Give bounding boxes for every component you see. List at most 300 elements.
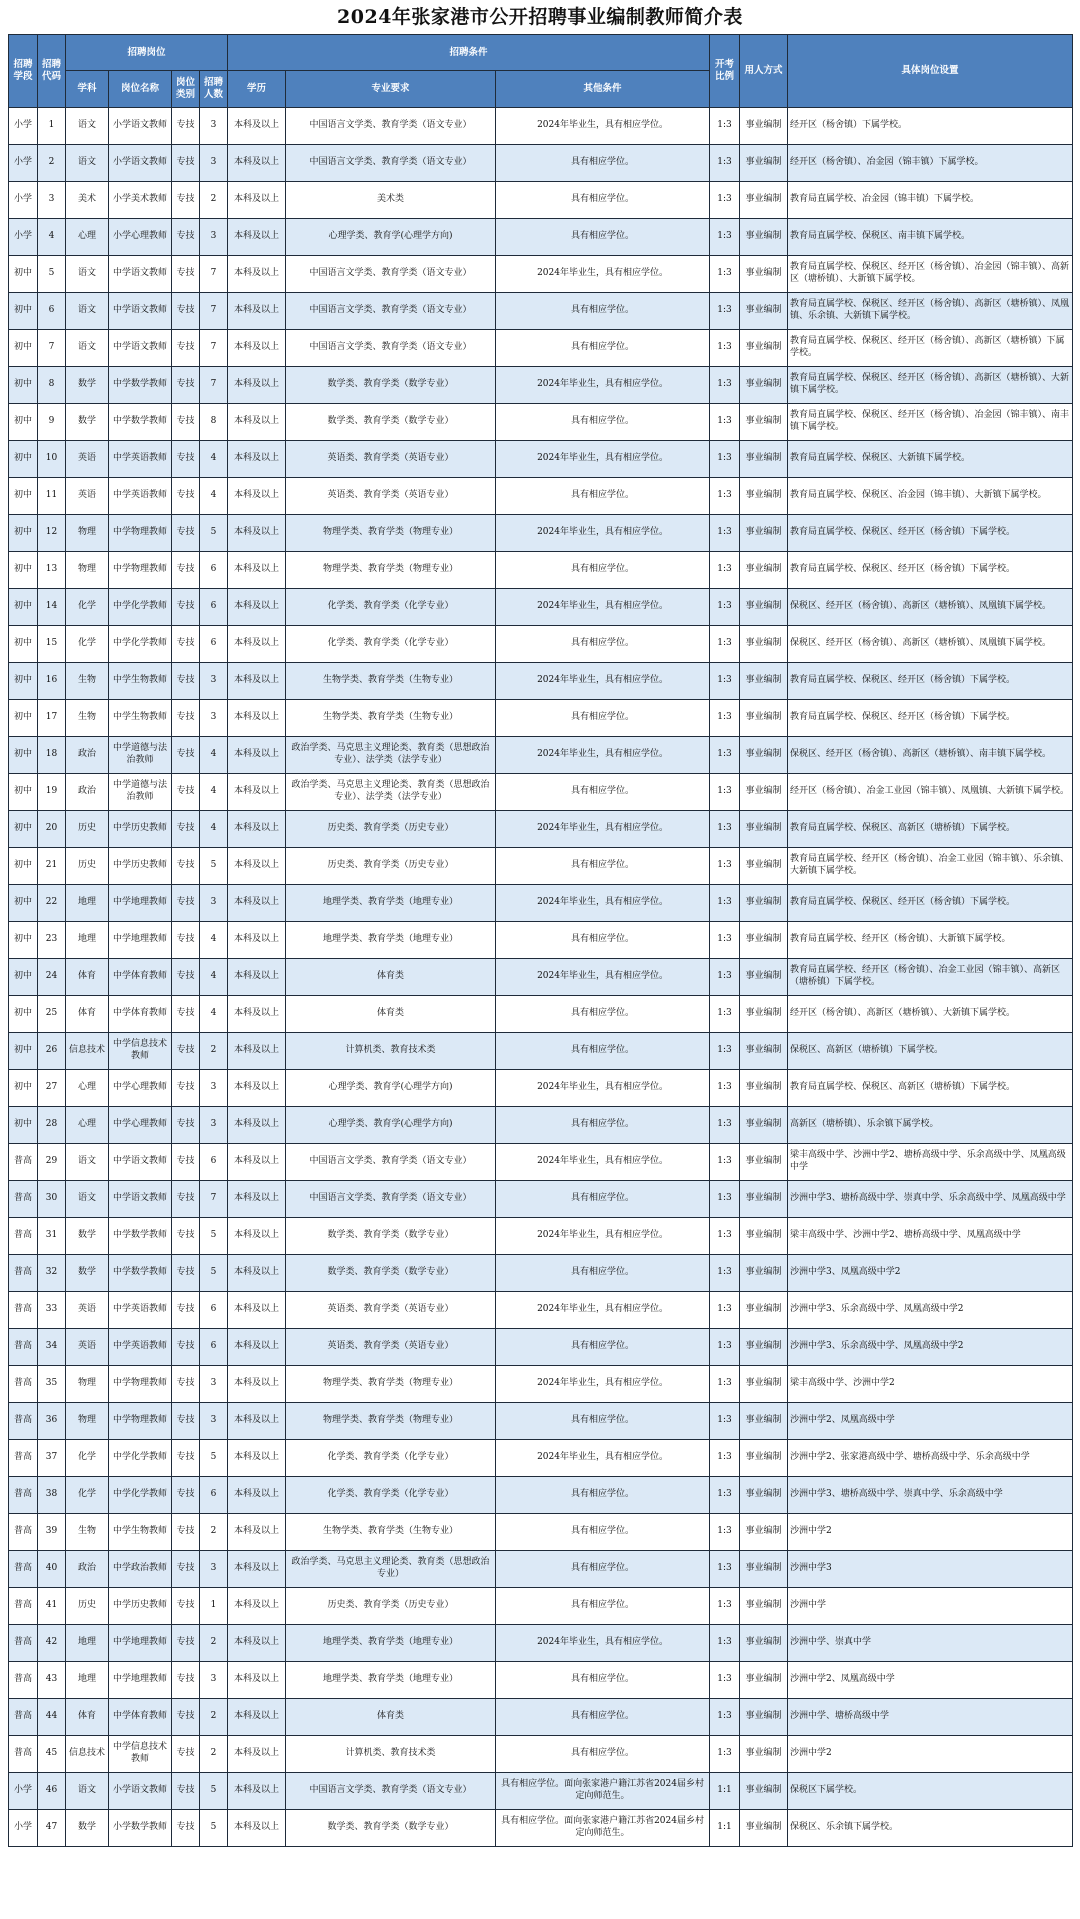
cell-post-name: 小学数学教师 bbox=[109, 1810, 172, 1847]
cell-education: 本科及以上 bbox=[228, 1255, 286, 1292]
cell-count: 7 bbox=[200, 256, 228, 293]
cell-count: 4 bbox=[200, 737, 228, 774]
cell-education: 本科及以上 bbox=[228, 1033, 286, 1070]
cell-post-name: 中学地理教师 bbox=[109, 885, 172, 922]
table-row bbox=[9, 1810, 1073, 1847]
cell-positions: 教育局直属学校、经开区（杨舍镇）、冶金工业园（锦丰镇）、乐余镇、大新镇下属学校。 bbox=[788, 848, 1073, 885]
cell-count: 3 bbox=[200, 145, 228, 182]
cell-major: 物理学类、教育学类（物理专业） bbox=[286, 552, 496, 589]
cell-stage: 初中 bbox=[9, 811, 38, 848]
table-row bbox=[9, 737, 1073, 774]
cell-education: 本科及以上 bbox=[228, 811, 286, 848]
cell-employment: 事业编制 bbox=[740, 552, 788, 589]
header-ratio: 开考比例 bbox=[710, 35, 740, 108]
cell-other: 2024年毕业生，具有相应学位。 bbox=[496, 108, 710, 145]
cell-subject: 心理 bbox=[66, 1107, 109, 1144]
table-row bbox=[9, 626, 1073, 663]
cell-education: 本科及以上 bbox=[228, 1662, 286, 1699]
cell-major: 化学类、教育学类（化学专业） bbox=[286, 1477, 496, 1514]
cell-stage: 普高 bbox=[9, 1588, 38, 1625]
cell-education: 本科及以上 bbox=[228, 404, 286, 441]
cell-positions: 沙洲中学2、凤凰高级中学 bbox=[788, 1403, 1073, 1440]
cell-positions: 沙洲中学2、张家港高级中学、塘桥高级中学、乐余高级中学 bbox=[788, 1440, 1073, 1477]
cell-employment: 事业编制 bbox=[740, 293, 788, 330]
cell-employment: 事业编制 bbox=[740, 996, 788, 1033]
table-row bbox=[9, 1625, 1073, 1662]
cell-education: 本科及以上 bbox=[228, 330, 286, 367]
cell-subject: 美术 bbox=[66, 182, 109, 219]
cell-ratio: 1:3 bbox=[710, 663, 740, 700]
cell-subject: 体育 bbox=[66, 959, 109, 996]
cell-post-name: 中学地理教师 bbox=[109, 1625, 172, 1662]
cell-employment: 事业编制 bbox=[740, 1662, 788, 1699]
cell-code: 23 bbox=[38, 922, 66, 959]
header-post-group: 招聘岗位 bbox=[66, 35, 228, 71]
cell-major: 体育类 bbox=[286, 996, 496, 1033]
cell-positions: 经开区（杨舍镇）、高新区（塘桥镇）、大新镇下属学校。 bbox=[788, 996, 1073, 1033]
cell-count: 3 bbox=[200, 700, 228, 737]
cell-ratio: 1:3 bbox=[710, 1440, 740, 1477]
cell-ratio: 1:3 bbox=[710, 1662, 740, 1699]
cell-ratio: 1:3 bbox=[710, 700, 740, 737]
cell-education: 本科及以上 bbox=[228, 1107, 286, 1144]
cell-employment: 事业编制 bbox=[740, 1440, 788, 1477]
cell-subject: 英语 bbox=[66, 478, 109, 515]
cell-positions: 沙洲中学、塘桥高级中学 bbox=[788, 1699, 1073, 1736]
cell-other: 具有相应学位。 bbox=[496, 1329, 710, 1366]
cell-subject: 数学 bbox=[66, 404, 109, 441]
cell-post-name: 中学数学教师 bbox=[109, 404, 172, 441]
cell-stage: 普高 bbox=[9, 1403, 38, 1440]
cell-stage: 初中 bbox=[9, 737, 38, 774]
cell-post-name: 小学语文教师 bbox=[109, 108, 172, 145]
cell-education: 本科及以上 bbox=[228, 959, 286, 996]
cell-positions: 沙洲中学3 bbox=[788, 1551, 1073, 1588]
cell-post-name: 中学化学教师 bbox=[109, 626, 172, 663]
table-row bbox=[9, 1292, 1073, 1329]
cell-other: 具有相应学位。 bbox=[496, 848, 710, 885]
cell-code: 42 bbox=[38, 1625, 66, 1662]
cell-education: 本科及以上 bbox=[228, 1218, 286, 1255]
cell-education: 本科及以上 bbox=[228, 1144, 286, 1181]
cell-post-type: 专技 bbox=[172, 922, 200, 959]
cell-other: 2024年毕业生，具有相应学位。 bbox=[496, 589, 710, 626]
cell-post-name: 中学历史教师 bbox=[109, 811, 172, 848]
cell-count: 7 bbox=[200, 1181, 228, 1218]
cell-count: 6 bbox=[200, 1292, 228, 1329]
cell-education: 本科及以上 bbox=[228, 1181, 286, 1218]
cell-post-name: 小学心理教师 bbox=[109, 219, 172, 256]
cell-post-type: 专技 bbox=[172, 1514, 200, 1551]
cell-other: 具有相应学位。 bbox=[496, 293, 710, 330]
cell-other: 2024年毕业生，具有相应学位。 bbox=[496, 959, 710, 996]
table-row bbox=[9, 1477, 1073, 1514]
cell-post-name: 中学数学教师 bbox=[109, 1255, 172, 1292]
cell-employment: 事业编制 bbox=[740, 774, 788, 811]
cell-post-name: 中学语文教师 bbox=[109, 1181, 172, 1218]
cell-positions: 梁丰高级中学、沙洲中学2、塘桥高级中学、乐余高级中学、凤凰高级中学 bbox=[788, 1144, 1073, 1181]
cell-post-name: 中学物理教师 bbox=[109, 1403, 172, 1440]
cell-post-name: 中学数学教师 bbox=[109, 367, 172, 404]
cell-count: 1 bbox=[200, 1588, 228, 1625]
cell-major: 数学类、教育学类（数学专业） bbox=[286, 1218, 496, 1255]
cell-code: 37 bbox=[38, 1440, 66, 1477]
cell-major: 数学类、教育学类（数学专业） bbox=[286, 404, 496, 441]
cell-ratio: 1:3 bbox=[710, 1292, 740, 1329]
cell-other: 具有相应学位。 bbox=[496, 700, 710, 737]
cell-count: 3 bbox=[200, 1107, 228, 1144]
cell-code: 22 bbox=[38, 885, 66, 922]
cell-code: 30 bbox=[38, 1181, 66, 1218]
cell-ratio: 1:3 bbox=[710, 1588, 740, 1625]
cell-major: 计算机类、教育技术类 bbox=[286, 1736, 496, 1773]
cell-post-type: 专技 bbox=[172, 811, 200, 848]
cell-other: 2024年毕业生，具有相应学位。 bbox=[496, 737, 710, 774]
cell-post-name: 中学生物教师 bbox=[109, 1514, 172, 1551]
cell-subject: 化学 bbox=[66, 626, 109, 663]
cell-other: 具有相应学位。 bbox=[496, 478, 710, 515]
table-row bbox=[9, 1107, 1073, 1144]
cell-subject: 语文 bbox=[66, 293, 109, 330]
cell-employment: 事业编制 bbox=[740, 811, 788, 848]
cell-code: 31 bbox=[38, 1218, 66, 1255]
cell-count: 4 bbox=[200, 996, 228, 1033]
cell-count: 2 bbox=[200, 1736, 228, 1773]
cell-major: 美术类 bbox=[286, 182, 496, 219]
cell-major: 中国语言文学类、教育学类（语文专业） bbox=[286, 293, 496, 330]
cell-other: 2024年毕业生，具有相应学位。 bbox=[496, 1440, 710, 1477]
table-row bbox=[9, 219, 1073, 256]
cell-post-type: 专技 bbox=[172, 1588, 200, 1625]
cell-ratio: 1:3 bbox=[710, 1033, 740, 1070]
cell-post-name: 中学地理教师 bbox=[109, 1662, 172, 1699]
cell-code: 45 bbox=[38, 1736, 66, 1773]
cell-stage: 小学 bbox=[9, 108, 38, 145]
cell-code: 11 bbox=[38, 478, 66, 515]
cell-other: 2024年毕业生，具有相应学位。 bbox=[496, 663, 710, 700]
cell-post-name: 中学生物教师 bbox=[109, 663, 172, 700]
cell-post-name: 中学政治教师 bbox=[109, 1551, 172, 1588]
cell-post-name: 中学化学教师 bbox=[109, 589, 172, 626]
cell-count: 3 bbox=[200, 1403, 228, 1440]
cell-positions: 教育局直属学校、保税区、经开区（杨舍镇）下属学校。 bbox=[788, 885, 1073, 922]
cell-positions: 教育局直属学校、冶金园（锦丰镇）下属学校。 bbox=[788, 182, 1073, 219]
cell-employment: 事业编制 bbox=[740, 219, 788, 256]
cell-education: 本科及以上 bbox=[228, 515, 286, 552]
cell-major: 中国语言文学类、教育学类（语文专业） bbox=[286, 1144, 496, 1181]
cell-education: 本科及以上 bbox=[228, 367, 286, 404]
cell-post-name: 中学信息技术教师 bbox=[109, 1033, 172, 1070]
cell-post-type: 专技 bbox=[172, 1736, 200, 1773]
cell-employment: 事业编制 bbox=[740, 922, 788, 959]
cell-post-name: 小学语文教师 bbox=[109, 1773, 172, 1810]
cell-code: 35 bbox=[38, 1366, 66, 1403]
table-row bbox=[9, 108, 1073, 145]
cell-employment: 事业编制 bbox=[740, 589, 788, 626]
cell-ratio: 1:3 bbox=[710, 774, 740, 811]
cell-positions: 保税区、经开区（杨舍镇）、高新区（塘桥镇）、凤凰镇下属学校。 bbox=[788, 589, 1073, 626]
header-count: 招聘人数 bbox=[200, 71, 228, 108]
cell-ratio: 1:3 bbox=[710, 811, 740, 848]
cell-major: 政治学类、马克思主义理论类、教育类（思想政治专业） bbox=[286, 1551, 496, 1588]
cell-post-name: 中学心理教师 bbox=[109, 1070, 172, 1107]
cell-education: 本科及以上 bbox=[228, 774, 286, 811]
cell-code: 21 bbox=[38, 848, 66, 885]
cell-positions: 保税区、高新区（塘桥镇）下属学校。 bbox=[788, 1033, 1073, 1070]
cell-positions: 教育局直属学校、保税区、大新镇下属学校。 bbox=[788, 441, 1073, 478]
cell-count: 2 bbox=[200, 1033, 228, 1070]
header-post-name: 岗位名称 bbox=[109, 71, 172, 108]
cell-stage: 普高 bbox=[9, 1699, 38, 1736]
cell-employment: 事业编制 bbox=[740, 1736, 788, 1773]
cell-positions: 教育局直属学校、保税区、高新区（塘桥镇）下属学校。 bbox=[788, 811, 1073, 848]
cell-post-type: 专技 bbox=[172, 404, 200, 441]
cell-post-type: 专技 bbox=[172, 589, 200, 626]
cell-count: 6 bbox=[200, 552, 228, 589]
cell-post-name: 小学美术教师 bbox=[109, 182, 172, 219]
cell-education: 本科及以上 bbox=[228, 1514, 286, 1551]
cell-education: 本科及以上 bbox=[228, 589, 286, 626]
cell-ratio: 1:3 bbox=[710, 1625, 740, 1662]
table-row bbox=[9, 1588, 1073, 1625]
cell-positions: 教育局直属学校、保税区、南丰镇下属学校。 bbox=[788, 219, 1073, 256]
cell-other: 具有相应学位。 bbox=[496, 1588, 710, 1625]
cell-count: 5 bbox=[200, 1773, 228, 1810]
cell-code: 16 bbox=[38, 663, 66, 700]
cell-post-type: 专技 bbox=[172, 1292, 200, 1329]
cell-education: 本科及以上 bbox=[228, 108, 286, 145]
header-subject: 学科 bbox=[66, 71, 109, 108]
cell-ratio: 1:3 bbox=[710, 367, 740, 404]
table-row bbox=[9, 774, 1073, 811]
cell-major: 英语类、教育学类（英语专业） bbox=[286, 1292, 496, 1329]
cell-major: 生物学类、教育学类（生物专业） bbox=[286, 1514, 496, 1551]
cell-subject: 语文 bbox=[66, 1773, 109, 1810]
cell-positions: 教育局直属学校、保税区、经开区（杨舍镇）下属学校。 bbox=[788, 700, 1073, 737]
cell-other: 2024年毕业生，具有相应学位。 bbox=[496, 441, 710, 478]
cell-subject: 物理 bbox=[66, 552, 109, 589]
cell-major: 中国语言文学类、教育学类（语文专业） bbox=[286, 145, 496, 182]
cell-education: 本科及以上 bbox=[228, 848, 286, 885]
cell-education: 本科及以上 bbox=[228, 626, 286, 663]
cell-subject: 语文 bbox=[66, 108, 109, 145]
cell-ratio: 1:1 bbox=[710, 1773, 740, 1810]
cell-education: 本科及以上 bbox=[228, 1440, 286, 1477]
cell-post-name: 中学体育教师 bbox=[109, 996, 172, 1033]
cell-positions: 教育局直属学校、保税区、经开区（杨舍镇）、高新区（塘桥镇）下属学校。 bbox=[788, 330, 1073, 367]
cell-ratio: 1:3 bbox=[710, 293, 740, 330]
cell-stage: 普高 bbox=[9, 1662, 38, 1699]
cell-employment: 事业编制 bbox=[740, 515, 788, 552]
cell-post-name: 中学地理教师 bbox=[109, 922, 172, 959]
table-row bbox=[9, 959, 1073, 996]
cell-major: 中国语言文学类、教育学类（语文专业） bbox=[286, 108, 496, 145]
cell-other: 具有相应学位。 bbox=[496, 996, 710, 1033]
cell-post-type: 专技 bbox=[172, 515, 200, 552]
cell-ratio: 1:3 bbox=[710, 1329, 740, 1366]
cell-count: 7 bbox=[200, 367, 228, 404]
cell-education: 本科及以上 bbox=[228, 1551, 286, 1588]
cell-positions: 沙洲中学2、凤凰高级中学 bbox=[788, 1662, 1073, 1699]
cell-count: 2 bbox=[200, 1699, 228, 1736]
cell-code: 40 bbox=[38, 1551, 66, 1588]
cell-ratio: 1:3 bbox=[710, 1070, 740, 1107]
cell-major: 中国语言文学类、教育学类（语文专业） bbox=[286, 256, 496, 293]
cell-stage: 初中 bbox=[9, 367, 38, 404]
table-row bbox=[9, 367, 1073, 404]
header-conditions-group: 招聘条件 bbox=[228, 35, 710, 71]
cell-post-type: 专技 bbox=[172, 1625, 200, 1662]
cell-major: 数学类、教育学类（数学专业） bbox=[286, 1810, 496, 1847]
cell-employment: 事业编制 bbox=[740, 663, 788, 700]
header-employment: 用人方式 bbox=[740, 35, 788, 108]
cell-employment: 事业编制 bbox=[740, 145, 788, 182]
table-row bbox=[9, 663, 1073, 700]
cell-post-type: 专技 bbox=[172, 478, 200, 515]
cell-other: 具有相应学位。 bbox=[496, 552, 710, 589]
header-major: 专业要求 bbox=[286, 71, 496, 108]
table-row bbox=[9, 1440, 1073, 1477]
cell-education: 本科及以上 bbox=[228, 885, 286, 922]
cell-post-name: 中学英语教师 bbox=[109, 1292, 172, 1329]
table-row bbox=[9, 478, 1073, 515]
cell-stage: 初中 bbox=[9, 256, 38, 293]
cell-ratio: 1:3 bbox=[710, 996, 740, 1033]
cell-ratio: 1:3 bbox=[710, 441, 740, 478]
cell-positions: 沙洲中学、崇真中学 bbox=[788, 1625, 1073, 1662]
cell-post-type: 专技 bbox=[172, 256, 200, 293]
cell-employment: 事业编制 bbox=[740, 737, 788, 774]
header-positions: 具体岗位设置 bbox=[788, 35, 1073, 108]
cell-major: 心理学类、教育学(心理学方向) bbox=[286, 1070, 496, 1107]
cell-post-type: 专技 bbox=[172, 1107, 200, 1144]
cell-other: 2024年毕业生，具有相应学位。 bbox=[496, 256, 710, 293]
cell-employment: 事业编制 bbox=[740, 367, 788, 404]
table-row bbox=[9, 1033, 1073, 1070]
cell-post-name: 中学体育教师 bbox=[109, 959, 172, 996]
cell-major: 地理学类、教育学类（地理专业） bbox=[286, 1625, 496, 1662]
cell-subject: 生物 bbox=[66, 700, 109, 737]
cell-employment: 事业编制 bbox=[740, 404, 788, 441]
cell-positions: 教育局直属学校、保税区、经开区（杨舍镇）、冶金园（锦丰镇）、高新区（塘桥镇）、大新镇下属学校。 bbox=[788, 256, 1073, 293]
cell-count: 7 bbox=[200, 330, 228, 367]
header-code: 招聘代码 bbox=[38, 35, 66, 108]
cell-employment: 事业编制 bbox=[740, 1810, 788, 1847]
cell-positions: 沙洲中学2 bbox=[788, 1736, 1073, 1773]
cell-count: 3 bbox=[200, 885, 228, 922]
cell-employment: 事业编制 bbox=[740, 885, 788, 922]
cell-major: 历史类、教育学类（历史专业） bbox=[286, 1588, 496, 1625]
cell-count: 4 bbox=[200, 774, 228, 811]
cell-stage: 初中 bbox=[9, 959, 38, 996]
cell-count: 8 bbox=[200, 404, 228, 441]
cell-subject: 物理 bbox=[66, 1403, 109, 1440]
cell-other: 具有相应学位。 bbox=[496, 1477, 710, 1514]
cell-ratio: 1:1 bbox=[710, 1810, 740, 1847]
cell-positions: 教育局直属学校、保税区、经开区（杨舍镇）下属学校。 bbox=[788, 515, 1073, 552]
cell-stage: 初中 bbox=[9, 1107, 38, 1144]
table-row bbox=[9, 441, 1073, 478]
table-row bbox=[9, 330, 1073, 367]
cell-positions: 沙洲中学3、塘桥高级中学、崇真中学、乐余高级中学 bbox=[788, 1477, 1073, 1514]
cell-code: 9 bbox=[38, 404, 66, 441]
cell-ratio: 1:3 bbox=[710, 256, 740, 293]
cell-education: 本科及以上 bbox=[228, 293, 286, 330]
cell-post-name: 中学化学教师 bbox=[109, 1440, 172, 1477]
cell-code: 29 bbox=[38, 1144, 66, 1181]
cell-stage: 初中 bbox=[9, 515, 38, 552]
cell-other: 具有相应学位。 bbox=[496, 1662, 710, 1699]
cell-major: 英语类、教育学类（英语专业） bbox=[286, 478, 496, 515]
cell-post-type: 专技 bbox=[172, 1403, 200, 1440]
cell-post-name: 中学语文教师 bbox=[109, 1144, 172, 1181]
cell-employment: 事业编制 bbox=[740, 182, 788, 219]
cell-ratio: 1:3 bbox=[710, 737, 740, 774]
cell-major: 中国语言文学类、教育学类（语文专业） bbox=[286, 1181, 496, 1218]
cell-education: 本科及以上 bbox=[228, 663, 286, 700]
cell-major: 地理学类、教育学类（地理专业） bbox=[286, 885, 496, 922]
cell-post-type: 专技 bbox=[172, 885, 200, 922]
cell-count: 3 bbox=[200, 219, 228, 256]
cell-subject: 语文 bbox=[66, 1181, 109, 1218]
cell-post-type: 专技 bbox=[172, 1551, 200, 1588]
cell-post-type: 专技 bbox=[172, 293, 200, 330]
cell-ratio: 1:3 bbox=[710, 1255, 740, 1292]
cell-code: 47 bbox=[38, 1810, 66, 1847]
cell-stage: 普高 bbox=[9, 1366, 38, 1403]
cell-post-type: 专技 bbox=[172, 1440, 200, 1477]
cell-employment: 事业编制 bbox=[740, 1514, 788, 1551]
cell-stage: 初中 bbox=[9, 774, 38, 811]
cell-education: 本科及以上 bbox=[228, 552, 286, 589]
cell-subject: 数学 bbox=[66, 1218, 109, 1255]
cell-code: 36 bbox=[38, 1403, 66, 1440]
cell-stage: 初中 bbox=[9, 626, 38, 663]
cell-ratio: 1:3 bbox=[710, 1107, 740, 1144]
cell-subject: 体育 bbox=[66, 1699, 109, 1736]
cell-subject: 数学 bbox=[66, 367, 109, 404]
cell-count: 3 bbox=[200, 1662, 228, 1699]
cell-ratio: 1:3 bbox=[710, 219, 740, 256]
cell-ratio: 1:3 bbox=[710, 330, 740, 367]
cell-count: 7 bbox=[200, 293, 228, 330]
cell-code: 12 bbox=[38, 515, 66, 552]
cell-post-type: 专技 bbox=[172, 774, 200, 811]
cell-post-type: 专技 bbox=[172, 626, 200, 663]
cell-education: 本科及以上 bbox=[228, 145, 286, 182]
table-body bbox=[9, 108, 1073, 1847]
cell-education: 本科及以上 bbox=[228, 1070, 286, 1107]
cell-code: 5 bbox=[38, 256, 66, 293]
cell-code: 6 bbox=[38, 293, 66, 330]
cell-stage: 初中 bbox=[9, 663, 38, 700]
cell-post-type: 专技 bbox=[172, 367, 200, 404]
cell-other: 具有相应学位。面向张家港户籍江苏省2024届乡村定向师范生。 bbox=[496, 1773, 710, 1810]
cell-count: 6 bbox=[200, 1329, 228, 1366]
cell-code: 43 bbox=[38, 1662, 66, 1699]
table-row bbox=[9, 552, 1073, 589]
cell-major: 英语类、教育学类（英语专业） bbox=[286, 1329, 496, 1366]
cell-ratio: 1:3 bbox=[710, 1144, 740, 1181]
header-stage: 招聘学段 bbox=[9, 35, 38, 108]
cell-positions: 沙洲中学2 bbox=[788, 1514, 1073, 1551]
cell-employment: 事业编制 bbox=[740, 626, 788, 663]
cell-education: 本科及以上 bbox=[228, 441, 286, 478]
cell-count: 6 bbox=[200, 1477, 228, 1514]
cell-stage: 小学 bbox=[9, 145, 38, 182]
cell-subject: 化学 bbox=[66, 1440, 109, 1477]
cell-major: 物理学类、教育学类（物理专业） bbox=[286, 1366, 496, 1403]
